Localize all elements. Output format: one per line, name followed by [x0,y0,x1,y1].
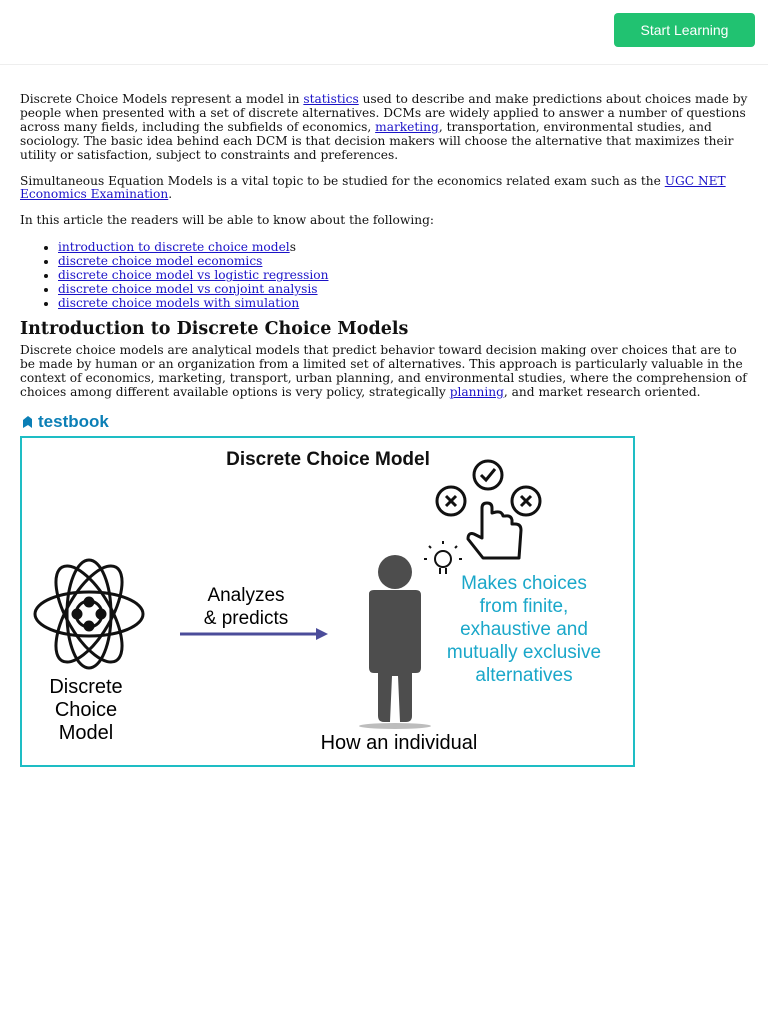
testbook-logo [22,412,750,432]
arrow-label-line: & predicts [203,607,289,629]
person-caption: How an individual [320,731,478,754]
lightbulb-icon [424,541,462,574]
right-label-line: Makes choices [461,572,587,594]
testbook-logo-icon [22,415,33,429]
section-text: Discrete choice models are analytical models that predict behavior toward decision making over choices that are to be made by human or an organization from a limited set of alternatives. This approach is particularly valuable in the context of economics, marketing, transport, urban planning, and environmental studies, where the comprehension of choices among different available options is very policy, strategically [20,343,747,399]
planning-link[interactable]: planning [449,384,504,399]
article-content [20,93,750,767]
x-choice-icon [437,487,465,515]
intro-text: Simultaneous Equation Models is a vital topic to be studied for the economics related exam such as the [20,173,665,188]
table-of-contents [20,240,750,310]
toc-link[interactable]: introduction to discrete choice model [58,240,290,255]
left-label-line: Choice [54,698,118,721]
x-choice-icon [512,487,540,515]
top-bar [0,0,768,65]
section-text: , and market research oriented. [503,384,701,399]
toc-item [58,268,750,282]
intro-text: , transportation, environmental studies, and sociology. The basic idea behind each DCM is that decision makers will choose the alternative that maximizes their utility or satisfaction, subject to constraints and preferences. [20,119,734,162]
right-label-line: mutually exclusive [446,641,602,663]
toc-suffix: s [289,240,296,255]
intro-paragraph-1 [20,93,750,163]
discrete-choice-model-figure [20,436,635,767]
toc-link[interactable]: discrete choice models with simulation [58,296,300,311]
intro-paragraph-3: In this article the readers will be able to know about the following: [20,213,434,228]
toc-link[interactable]: discrete choice model vs logistic regression [58,268,329,283]
section-heading: Introduction to Discrete Choice Models [20,319,409,340]
intro-paragraph-2 [20,175,750,203]
right-label-line: alternatives [475,664,573,686]
intro-text: Discrete Choice Models represent a model in [20,92,304,106]
ugc-net-link[interactable]: UGC NET Economics Examination [20,173,726,202]
marketing-link[interactable]: marketing [375,119,439,134]
intro-text: used to describe and make predictions about choices made by people when presented with a set of discrete alternatives. DCMs are widely applied to answer a number of questions across many fields, including the subfields of economics, [20,92,748,134]
right-label-line: exhaustive and [460,618,588,640]
left-label-line: Discrete [49,675,123,698]
toc-item [58,240,750,254]
toc-item [58,296,750,310]
toc-item [58,282,750,296]
figure-title: Discrete Choice Model [226,448,430,470]
person-icon [359,555,431,729]
section-paragraph [20,344,750,400]
toc-item [58,254,750,268]
toc-link[interactable]: discrete choice model vs conjoint analysis [58,282,318,297]
figure-illustration [22,438,633,765]
left-label-line: Model [58,721,114,744]
atom-icon [35,556,143,672]
intro-text: . [168,187,173,202]
toc-link[interactable]: discrete choice model economics [58,254,263,269]
pointing-hand-icon [468,503,521,558]
arrow-label-line: Analyzes [207,584,285,606]
start-learning-button[interactable]: Start Learning [614,13,755,47]
right-label-line: from finite, [479,595,569,617]
check-choice-icon [474,461,502,489]
arrow-right-icon [180,628,328,640]
brand-name: testbook [38,411,109,431]
statistics-link[interactable]: statistics [303,92,359,106]
